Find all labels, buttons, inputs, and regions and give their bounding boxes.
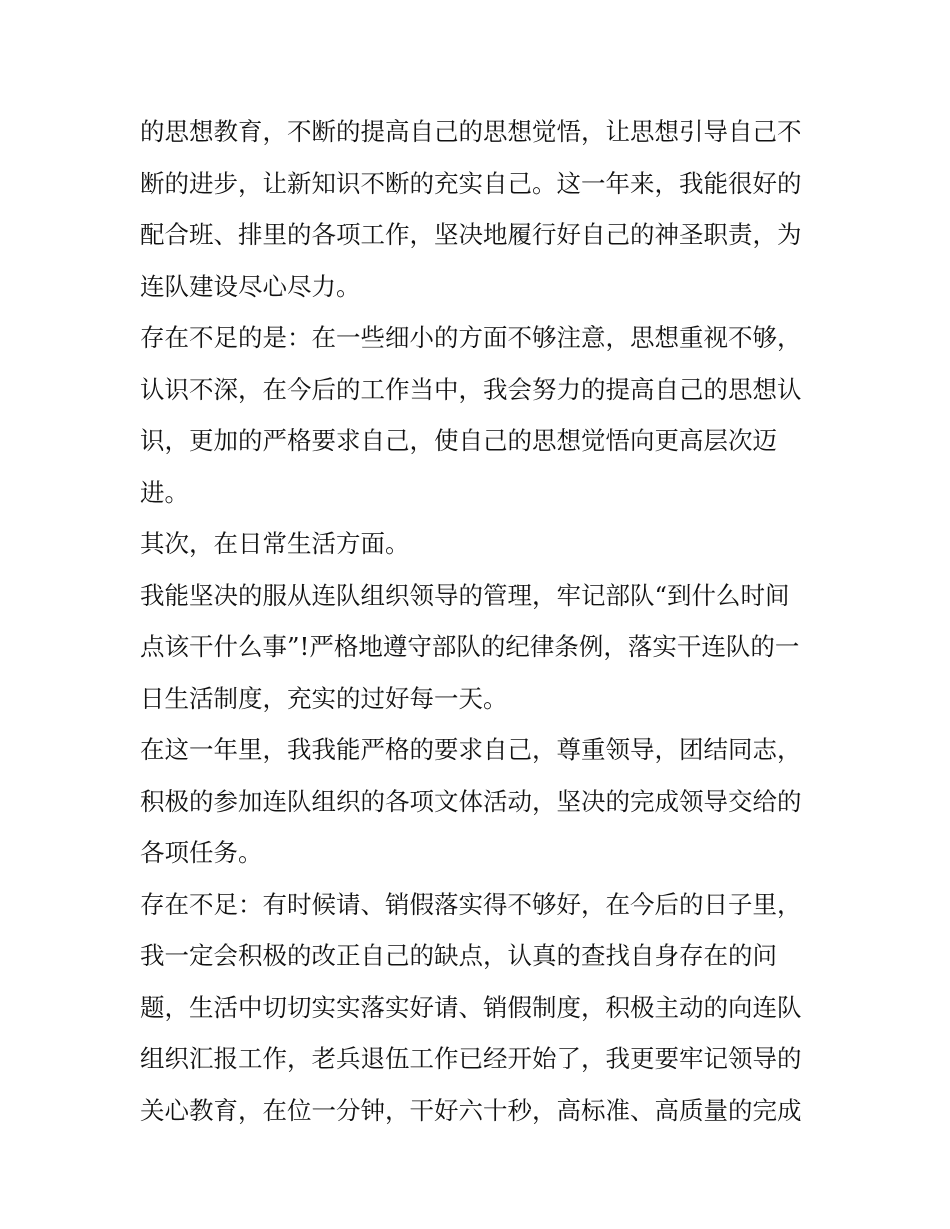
text-line: 题，生活中切切实实落实好请、销假制度，积极主动的向连队 [140, 992, 802, 1022]
text-line: 的思想教育，不断的提高自己的思想觉悟，让思想引导自己不 [140, 117, 802, 146]
text-line: 识，更加的严格要求自己，使自己的思想觉悟向更高层次迈 [140, 426, 777, 455]
text-line: 组织汇报工作，老兵退伍工作已经开始了，我更要牢记领导的 [140, 1044, 802, 1073]
text-line: 我一定会积极的改正自己的缺点，认真的查找自身存在的问 [140, 941, 777, 970]
document-body [140, 106, 812, 1136]
text-line: 存在不足：有时候请、销假落实得不够好，在今后的日子里， [140, 889, 802, 919]
text-line: 其次，在日常生活方面。 [140, 529, 410, 558]
text-line: 我能坚决的服从连队组织领导的管理，牢记部队“到什么时间 [140, 580, 790, 610]
text-line: 日生活制度，充实的过好每一天。 [140, 683, 508, 713]
text-line: 存在不足的是：在一些细小的方面不够注意，思想重视不够， [140, 323, 802, 352]
text-line: 进。 [140, 477, 189, 507]
text-line: 在这一年里，我我能严格的要求自己，尊重领导，团结同志， [140, 735, 802, 764]
text-line: 积极的参加连队组织的各项文体活动，坚决的完成领导交给的 [140, 786, 802, 816]
text-line: 配合班、排里的各项工作，坚决地履行好自己的神圣职责，为 [140, 220, 802, 249]
text-line: 点该干什么事”!严格地遵守部队的纪律条例，落实干连队的一 [140, 632, 800, 661]
text-line: 断的进步，让新知识不断的充实自己。这一年来，我能很好的 [140, 168, 802, 198]
text-line: 认识不深，在今后的工作当中，我会努力的提高自己的思想认 [140, 374, 802, 404]
text-line: 各项任务。 [140, 838, 263, 867]
text-line: 连队建设尽心尽力。 [140, 271, 361, 301]
text-line: 关心教育，在位一分钟，干好六十秒，高标准、高质量的完成 [140, 1095, 802, 1125]
